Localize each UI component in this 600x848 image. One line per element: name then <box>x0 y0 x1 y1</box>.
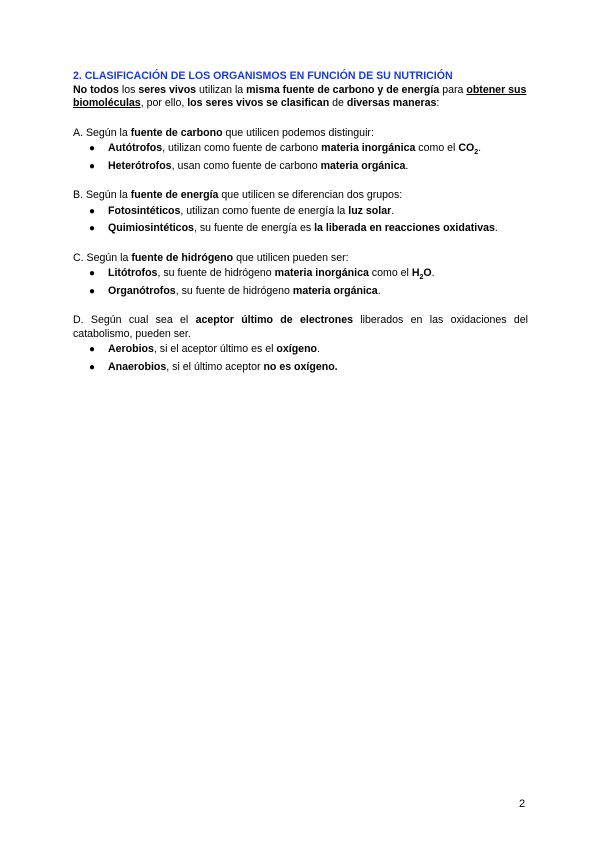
intro-underlined-biomoleculas: obtener sus biomoléculas <box>73 83 527 109</box>
bullet-icon: ● <box>89 223 96 234</box>
item-text: , utilizan como fuente de energía la <box>180 204 349 217</box>
bullet-icon: ● <box>89 285 96 297</box>
section-d <box>73 314 528 374</box>
list-item-organotrofos <box>73 285 528 299</box>
term: materia inorgánica <box>274 267 369 279</box>
formula-text: H <box>411 267 420 279</box>
intro-paragraph <box>73 84 528 111</box>
list-item-aerobios <box>73 343 528 357</box>
section-heading: 2. CLASIFICACIÓN DE LOS ORGANISMOS EN FUNCIÓN DE SU NUTRICIÓN <box>73 70 453 82</box>
section-c-text: que utilicen pueden ser: <box>233 251 349 264</box>
item-text: , su fuente de energía es <box>193 222 315 234</box>
term: Quimiosintéticos <box>108 222 194 234</box>
item-text: . <box>431 267 435 279</box>
section-c-bold: fuente de hidrógeno <box>131 251 234 264</box>
term: luz solar <box>348 204 392 217</box>
section-a-text: que utilicen podemos distinguir: <box>222 126 374 139</box>
section-d-text: D. Según cual sea el <box>73 314 196 326</box>
section-a <box>73 127 528 174</box>
bullet-icon: ● <box>89 344 96 355</box>
term: materia inorgánica <box>321 142 416 154</box>
item-text: como el <box>368 267 412 279</box>
section-b-bold: fuente de energía <box>130 189 219 201</box>
section-d-bold: aceptor último de electrones <box>195 314 353 326</box>
list-item-autotrofos <box>73 142 528 156</box>
section-c-title <box>73 252 528 266</box>
intro-bold-misma-fuente: misma fuente de carbono y de energía <box>246 83 440 96</box>
item-text: , su fuente de hidrógeno <box>175 284 293 297</box>
formula-co2 <box>458 142 479 157</box>
formula-h2o <box>411 267 432 282</box>
page-number: 2 <box>519 798 526 810</box>
list-item-heterotrofos <box>73 160 528 174</box>
section-a-bold: fuente de carbono <box>130 126 223 139</box>
section-d-title <box>73 314 528 341</box>
term: oxígeno <box>276 343 318 355</box>
section-b-text: que utilicen se diferencian dos grupos: <box>218 189 403 201</box>
intro-bold-clasifican: los seres vivos se clasifican <box>187 97 330 109</box>
item-text: , usan como fuente de carbono <box>171 159 321 172</box>
list-item-quimiosinteticos <box>73 222 528 236</box>
term: no es oxígeno. <box>263 360 338 373</box>
bullet-icon: ● <box>89 205 96 217</box>
item-text: . <box>377 284 381 297</box>
item-text: . <box>317 343 320 355</box>
intro-text: utilizan la <box>196 83 247 96</box>
intro-bold-diversas: diversas maneras <box>346 97 437 109</box>
formula-text: O <box>423 267 432 279</box>
item-text: . <box>478 142 482 154</box>
term: Autótrofos <box>108 142 163 154</box>
section-d-text: liberados en las oxidaciones del catabolismo, pueden ser. <box>73 314 529 340</box>
formula-subscript: 2 <box>419 274 424 282</box>
intro-text: los <box>118 83 139 96</box>
list-item-anaerobios <box>73 361 528 375</box>
term: Heterótrofos <box>108 159 172 172</box>
intro-text: de <box>329 97 347 109</box>
term: Litótrofos <box>108 267 158 279</box>
intro-text: para <box>439 83 467 96</box>
section-a-list <box>73 142 528 173</box>
bullet-icon: ● <box>89 268 96 279</box>
bullet-icon: ● <box>89 361 96 373</box>
list-item-fotosinteticos <box>73 205 528 219</box>
section-c-list <box>73 267 528 298</box>
term: Organótrofos <box>108 284 176 297</box>
section-b-title <box>73 189 528 203</box>
formula-subscript: 2 <box>474 149 479 157</box>
term: materia orgánica <box>292 284 378 297</box>
section-a-text: A. Según la <box>73 126 131 139</box>
section-a-title <box>73 127 528 141</box>
intro-bold-seres-vivos: seres vivos <box>138 83 197 96</box>
intro-text: : <box>436 97 440 109</box>
item-text: , si el último aceptor <box>166 360 264 373</box>
intro-bold-no-todos: No todos <box>73 83 119 96</box>
term: Fotosintéticos <box>108 204 181 217</box>
term: Anaerobios <box>108 360 167 373</box>
section-b <box>73 189 528 236</box>
bullet-icon: ● <box>89 143 96 154</box>
item-text: , si el aceptor último es el <box>153 343 277 355</box>
term: materia orgánica <box>320 159 406 172</box>
formula-text: CO <box>458 142 475 154</box>
item-text: . <box>405 159 409 172</box>
item-text: . <box>494 222 498 234</box>
term: Aerobios <box>108 343 154 355</box>
section-b-text: B. Según la <box>73 189 131 201</box>
item-text: , su fuente de hidrógeno <box>157 267 275 279</box>
page-content <box>73 70 528 378</box>
list-item-litotrofos <box>73 267 528 281</box>
section-b-list <box>73 205 528 236</box>
section-d-list <box>73 343 528 374</box>
item-text: . <box>391 204 395 217</box>
bullet-icon: ● <box>89 160 96 172</box>
section-c-text: C. Según la <box>73 251 132 264</box>
item-text: como el <box>415 142 459 154</box>
item-text: , utilizan como fuente de carbono <box>162 142 322 154</box>
term: la liberada en reacciones oxidativas <box>314 222 495 234</box>
intro-text: , por ello, <box>140 97 188 109</box>
section-c <box>73 252 528 299</box>
